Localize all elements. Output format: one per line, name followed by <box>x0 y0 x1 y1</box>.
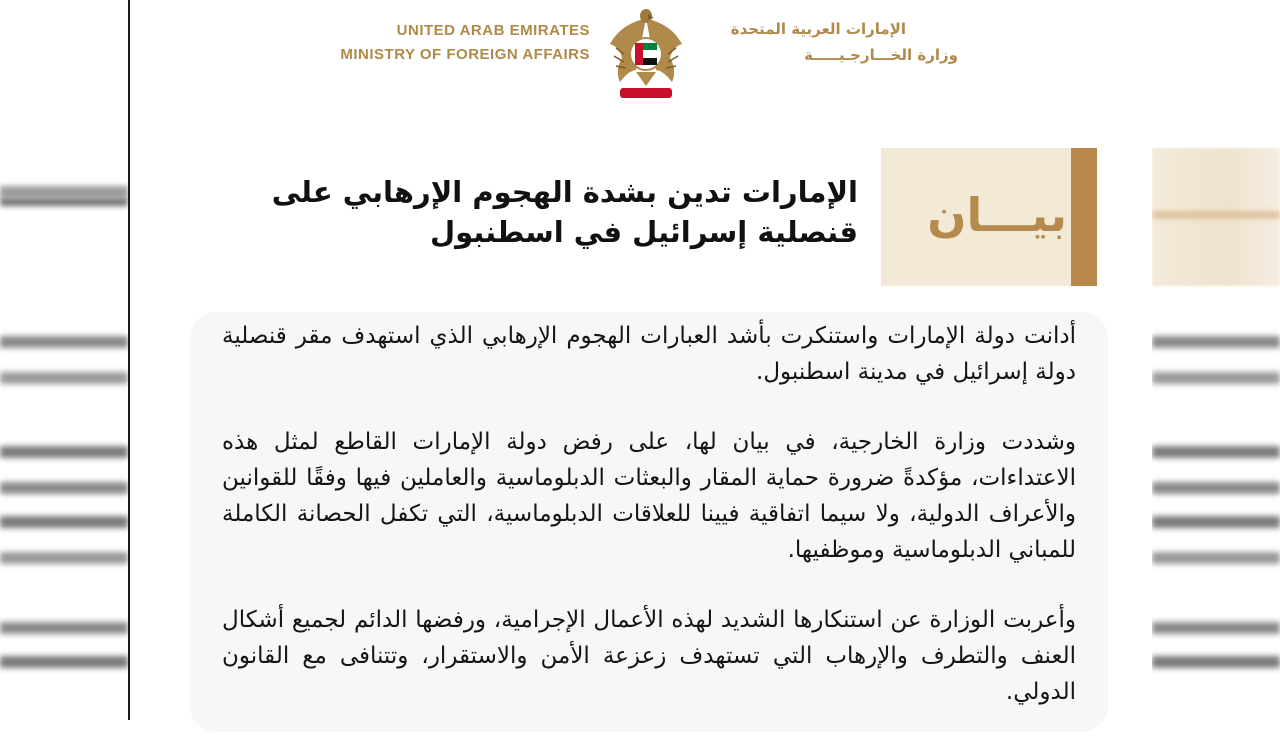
blur-streak <box>1152 336 1280 348</box>
statement-badge-label: بيـــان <box>927 188 1067 242</box>
statement-title: الإمارات تدين بشدة الهجوم الإرهابي على قنصلية إسرائيل في اسطنبول <box>271 175 858 249</box>
blur-streak <box>0 198 128 206</box>
badge-accent-bar <box>1071 148 1097 286</box>
blur-streak <box>1152 372 1280 384</box>
blur-streak <box>1152 622 1280 634</box>
blur-streak <box>0 336 128 348</box>
blur-streak <box>1152 656 1280 668</box>
uae-eagle-emblem-icon <box>606 4 686 102</box>
blur-streak <box>1152 516 1280 528</box>
paragraph: وشددت وزارة الخارجية، في بيان لها، على رفض دولة الإمارات القاطع لمثل هذه الاعتداءات، مؤكدةً ضرورة حماية المقار والبعثات الدبلوماسية والعاملين فيها وفقًا للقوانين والأعراف الدولية، ولا سيما اتفاقية فيينا للعلاقات الدبلوماسية، التي تكفل الحصانة الكاملة للمباني الدبلوماسية وموظفيها. <box>222 429 1076 563</box>
blur-streak <box>1152 446 1280 458</box>
statement-badge <box>881 148 1097 286</box>
blur-streak <box>0 482 128 494</box>
blur-streak <box>0 446 128 458</box>
blur-streak <box>0 186 128 198</box>
blur-streak <box>0 552 128 564</box>
blur-streak <box>0 622 128 634</box>
left-blur-strip <box>0 0 128 720</box>
blur-streak <box>0 372 128 384</box>
blur-streak <box>0 516 128 528</box>
blur-streak <box>1152 212 1280 218</box>
divider-line <box>128 0 130 720</box>
blur-streak <box>1152 482 1280 494</box>
right-blur-strip <box>1152 0 1280 720</box>
paragraph: وأعربت الوزارة عن استنكارها الشديد لهذه الأعمال الإجرامية، ورفضها الدائم لجميع أشكال العنف والتطرف والإرهاب التي تستهدف زعزعة الأمن والاستقرار، وتتنافى مع القانون الدولي. <box>222 607 1076 705</box>
statement-body <box>222 318 1076 744</box>
header-ar-ministry: وزارة الخـــارجـيـــــة <box>804 46 958 64</box>
header-en-ministry: MINISTRY OF FOREIGN AFFAIRS <box>340 46 590 63</box>
header-ar-country: الإمارات العربية المتحدة <box>730 20 906 38</box>
blur-streak <box>1152 552 1280 564</box>
blur-streak <box>0 656 128 668</box>
paragraph: أدانت دولة الإمارات واستنكرت بأشد العبارات الهجوم الإرهابي الذي استهدف مقر قنصلية دولة إسرائيل في مدينة اسطنبول. <box>222 323 1076 385</box>
header-en-country: UNITED ARAB EMIRATES <box>396 22 590 39</box>
